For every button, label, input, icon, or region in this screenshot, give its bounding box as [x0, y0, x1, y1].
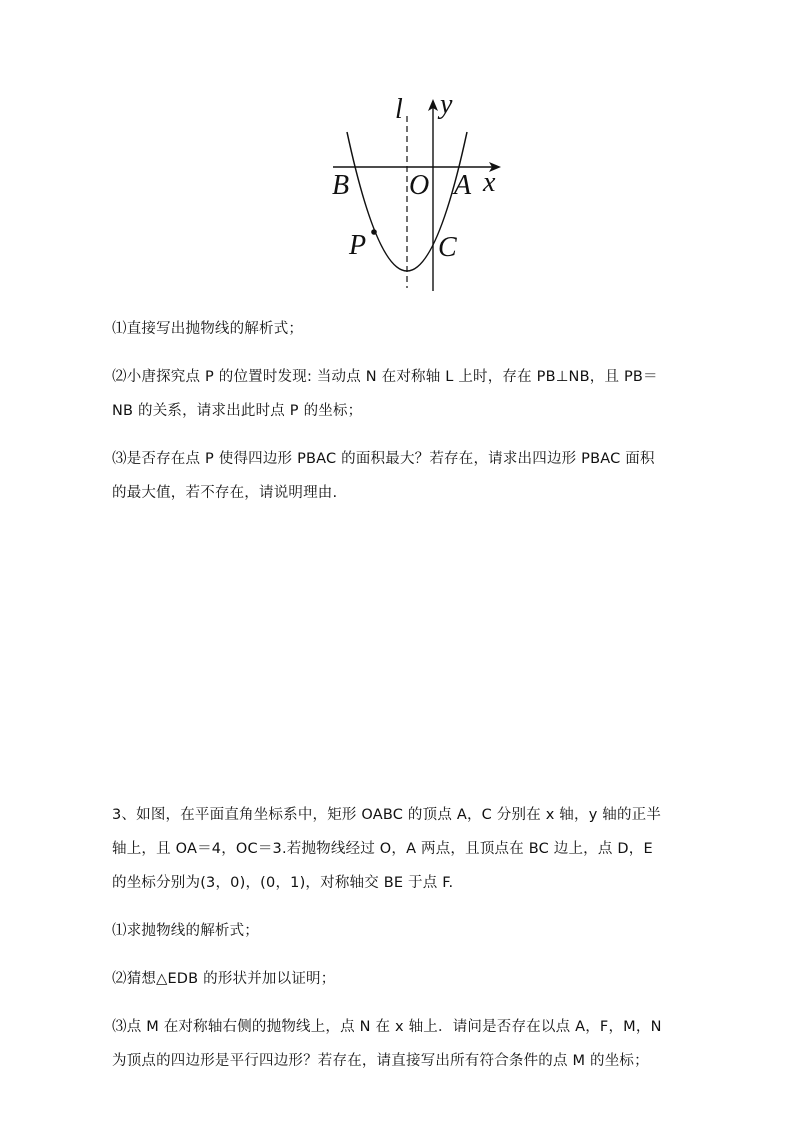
p3-question-3-line-2: 为顶点的四边形是平行四边形？若存在，请直接写出所有符合条件的点 M 的坐标；	[112, 1053, 649, 1069]
p3-question-3-line-1: ⑶点 M 在对称轴右侧的抛物线上，点 N 在 x 轴上．请问是否存在以点 A，F，M，N	[112, 1019, 662, 1035]
label-x: x	[483, 167, 496, 198]
p3-question-1: ⑴求抛物线的解析式；	[112, 923, 259, 939]
label-o: O	[409, 170, 430, 201]
p3-intro-line-3: 的坐标分别为(3，0)，(0，1)，对称轴交 BE 于点 F.	[112, 875, 454, 891]
parabola-figure	[325, 88, 515, 298]
label-y: y	[440, 89, 453, 120]
p3-question-2: ⑵猜想△EDB 的形状并加以证明；	[112, 971, 336, 987]
p2-question-1: ⑴直接写出抛物线的解析式；	[112, 321, 304, 337]
label-a: A	[454, 170, 472, 201]
parabola-diagram	[325, 88, 515, 298]
label-l: l	[395, 94, 403, 125]
p3-intro-line-1: 3、如图，在平面直角坐标系中，矩形 OABC 的顶点 A，C 分别在 x 轴，y 轴的正半	[112, 807, 662, 823]
p2-question-3-line-2: 的最大值，若不存在，请说明理由.	[112, 485, 338, 501]
p2-question-2-line-2: NB 的关系，请求出此时点 P 的坐标；	[112, 403, 363, 419]
p2-question-2-line-1: ⑵小唐探究点 P 的位置时发现: 当动点 N 在对称轴 L 上时，存在 PB⊥NB，且 PB＝	[112, 369, 658, 385]
p3-intro-line-2: 轴上，且 OA＝4，OC＝3.若抛物线经过 O，A 两点，且顶点在 BC 边上，点 D，E	[112, 841, 653, 857]
point-p-dot	[371, 229, 377, 235]
label-b: B	[332, 170, 350, 201]
label-p: P	[349, 230, 367, 261]
p2-question-3-line-1: ⑶是否存在点 P 使得四边形 PBAC 的面积最大？若存在，请求出四边形 PBAC 面积	[112, 451, 655, 467]
label-c: C	[438, 232, 457, 263]
